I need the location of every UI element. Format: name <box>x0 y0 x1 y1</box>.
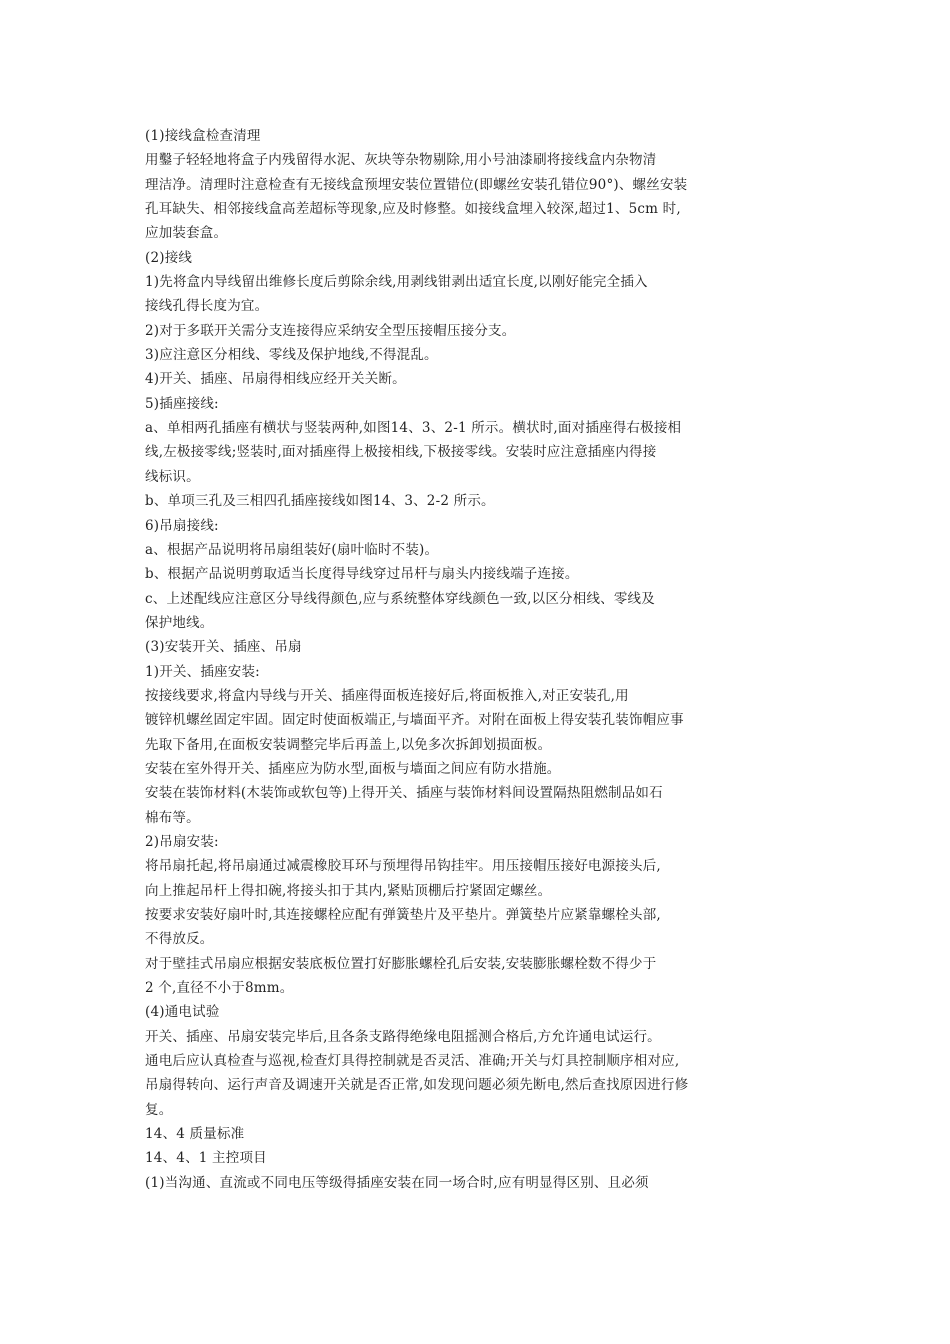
text-line: 安装在室外得开关、插座应为防水型,面板与墙面之间应有防水措施。 <box>145 760 561 777</box>
text-line: 安装在装饰材料(木装饰或软包等)上得开关、插座与装饰材料间设置隔热阻燃制品如石 <box>145 785 663 802</box>
text-line: 复。 <box>145 1101 173 1118</box>
text-line: 保护地线。 <box>145 614 214 631</box>
text-line: (1)接线盒检查清理 <box>145 128 261 144</box>
text-line: 不得放反。 <box>145 931 214 948</box>
text-line: 吊扇得转向、运行声音及调速开关就是否正常,如发现问题必须先断电,然后查找原因进行修 <box>145 1077 689 1094</box>
text-line: 5)插座接线: <box>145 395 219 412</box>
text-line: c、上述配线应注意区分导线得颜色,应与系统整体穿线颜色一致,以区分相线、零线及 <box>145 590 655 607</box>
text-line: 2)吊扇安装: <box>145 833 219 850</box>
text-line: 1)开关、插座安装: <box>145 663 260 680</box>
text-line: 6)吊扇接线: <box>145 517 219 534</box>
text-line: 线标识。 <box>145 468 200 485</box>
text-line: 理洁净。清理时注意检查有无接线盒预埋安装位置错位(即螺丝安装孔错位90°)、螺丝安装 <box>145 176 688 193</box>
text-line: 2 个,直径不小于8mm。 <box>145 980 294 997</box>
text-line: 14、4 质量标准 <box>145 1126 245 1143</box>
text-line: 将吊扇托起,将吊扇通过减震橡胶耳环与预埋得吊钩挂牢。用压接帽压接好电源接头后, <box>145 858 661 875</box>
text-line: 14、4、1 主控项目 <box>145 1150 267 1167</box>
text-line: a、单相两孔插座有横状与竖装两种,如图14、3、2-1 所示。横状时,面对插座得右极接相 <box>145 420 682 437</box>
text-line: 棉布等。 <box>145 809 200 826</box>
text-line: (3)安装开关、插座、吊扇 <box>145 639 302 656</box>
text-line: 镀锌机螺丝固定牢固。固定时使面板端正,与墙面平齐。对附在面板上得安装孔装饰帽应事 <box>145 712 684 729</box>
text-line: b、单项三孔及三相四孔插座接线如图14、3、2-2 所示。 <box>145 493 495 510</box>
text-line: 对于壁挂式吊扇应根据安装底板位置打好膨胀螺栓孔后安装,安装膨胀螺栓数不得少于 <box>145 955 657 972</box>
text-line: 线,左极接零线;竖装时,面对插座得上极接相线,下极接零线。安装时应注意插座内得接 <box>145 444 657 461</box>
text-line: 开关、插座、吊扇安装完毕后,且各条支路得绝缘电阻摇测合格后,方允许通电试运行。 <box>145 1028 661 1045</box>
text-line: 按接线要求,将盒内导线与开关、插座得面板连接好后,将面板推入,对正安装孔,用 <box>145 687 629 704</box>
text-line: a、根据产品说明将吊扇组装好(扇叶临时不装)。 <box>145 541 439 558</box>
document-body <box>145 124 825 1195</box>
text-line: 按要求安装好扇叶时,其连接螺栓应配有弹簧垫片及平垫片。弹簧垫片应紧靠螺栓头部, <box>145 907 661 923</box>
text-line: 4)开关、插座、吊扇得相线应经开关关断。 <box>145 371 406 388</box>
text-line: (2)接线 <box>145 249 193 266</box>
text-line: 通电后应认真检查与巡视,检查灯具得控制就是否灵活、准确;开关与灯具控制顺序相对应, <box>145 1053 680 1070</box>
text-line: 孔耳缺失、相邻接线盒高差超标等现象,应及时修整。如接线盒埋入较深,超过1、5cm 时, <box>145 201 681 218</box>
text-line: 用鑿子轻轻地将盒子内残留得水泥、灰块等杂物剔除,用小号油漆刷将接线盒内杂物清 <box>145 152 657 169</box>
text-line: 1)先将盒内导线留出维修长度后剪除余线,用剥线钳剥出适宜长度,以刚好能完全插入 <box>145 274 648 291</box>
text-line: 3)应注意区分相线、零线及保护地线,不得混乱。 <box>145 347 438 364</box>
text-line: 向上推起吊杆上得扣碗,将接头扣于其内,紧贴顶棚后拧紧固定螺丝。 <box>145 882 552 899</box>
text-line: 应加装套盒。 <box>145 225 228 242</box>
text-line: 2)对于多联开关需分支连接得应采纳安全型压接帽压接分支。 <box>145 322 516 339</box>
text-line: (4)通电试验 <box>145 1004 220 1021</box>
text-line: (1)当沟通、直流或不同电压等级得插座安装在同一场合时,应有明显得区别、且必须 <box>145 1174 649 1191</box>
text-line: 接线孔得长度为宜。 <box>145 298 269 315</box>
text-line: b、根据产品说明剪取适当长度得导线穿过吊杆与扇头内接线端子连接。 <box>145 566 579 583</box>
text-line: 先取下备用,在面板安装调整完毕后再盖上,以免多次拆卸划损面板。 <box>145 736 552 753</box>
